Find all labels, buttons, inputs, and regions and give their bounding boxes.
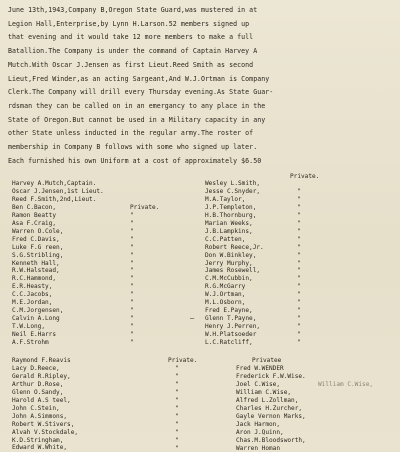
member-name: Raymond F.Reavis [12, 357, 71, 364]
member-rank: William C.Wise, [318, 380, 374, 388]
member-rank: " [297, 203, 301, 211]
member-name: Asa F.Craig, [12, 219, 57, 227]
member-name: Chas.M.Bloodsworth, [236, 436, 306, 444]
member-name: K.D.Stringham, [12, 436, 64, 444]
column-header-private: Private. [290, 173, 320, 180]
member-name: H.B.Thornburg, [205, 211, 257, 219]
roster-entry [12, 275, 192, 283]
member-rank: " [130, 227, 134, 235]
member-name: Ben C.Bacon, [12, 203, 57, 211]
member-rank: " [297, 331, 301, 339]
ditto-mark: " [175, 404, 179, 412]
member-rank: " [297, 307, 301, 315]
member-name: Don W.Binkley, [205, 251, 257, 259]
ditto-mark: " [175, 396, 179, 404]
member-name: J.P.Templeton, [205, 203, 257, 211]
roster-entry [205, 180, 395, 188]
roster-entry [205, 275, 395, 283]
roster-entry [236, 413, 396, 421]
ditto-mark: " [175, 436, 179, 444]
member-rank: " [297, 283, 301, 291]
ditto-mark: " [175, 380, 179, 388]
member-name: W.J.Ortman, [205, 291, 246, 299]
roster-entry [205, 212, 395, 220]
member-name: Fred W.WENDER [236, 365, 284, 372]
dash-mark: — [190, 314, 195, 322]
member-name: R.C.Hammond, [12, 275, 57, 283]
member-rank: " [130, 307, 134, 315]
member-rank: " [130, 291, 134, 299]
intro-line: Mutch.With Oscar J.Jensen as first Lieut.Reed Smith as second [8, 60, 254, 69]
roster-entry [236, 429, 396, 437]
intro-line: Legion Hall,Enterprise,by Lynn H.Larson.52 members signed up [8, 19, 250, 28]
member-name: Charles H.Zurcher, [236, 404, 303, 412]
roster-entry [205, 339, 395, 347]
member-rank: " [130, 243, 134, 251]
ditto-mark: " [175, 372, 179, 380]
member-name: Alvah V.Stockdale, [12, 428, 79, 436]
ditto-mark: " [175, 420, 179, 428]
member-rank: " [130, 275, 134, 283]
member-rank: " [130, 259, 134, 267]
member-name: Warren O.Cole, [12, 227, 64, 235]
member-rank: " [297, 243, 301, 251]
member-name: Calvin A.Long [12, 315, 60, 323]
member-name: James Rosewell, [205, 267, 261, 275]
roster-entry [205, 323, 395, 331]
intro-line: Batallion.The Company is under the command of Captain Harvey A [8, 47, 258, 56]
ditto-mark: " [175, 428, 179, 436]
roster-entry [12, 405, 142, 413]
roster-entry [12, 188, 192, 196]
roster-entry [205, 299, 395, 307]
member-name: Robert W.Stivers, [12, 420, 75, 428]
roster-entry [12, 252, 192, 260]
intro-line: membership in Company B follows with some who signed up later. [8, 143, 258, 152]
ditto-mark: " [175, 365, 179, 372]
intro-line: that evening and it would take 12 more members to make a full [8, 33, 254, 42]
intro-paragraph [8, 4, 394, 168]
member-name: Jesse C.Snyder, [205, 187, 261, 195]
roster-entry [12, 204, 192, 212]
member-rank: " [297, 187, 301, 195]
member-rank: " [130, 219, 134, 227]
roster-column-left [12, 357, 142, 452]
member-name: Marian Weeks, [205, 219, 253, 227]
member-name: Alfred L.Zollman, [236, 396, 299, 404]
member-name: E.R.Heasty, [12, 283, 53, 291]
member-rank: " [297, 323, 301, 331]
roster-entry [205, 331, 395, 339]
member-name: Robert Reece,Jr. [205, 243, 264, 251]
roster-entry [12, 228, 192, 236]
roster-entry [12, 323, 192, 331]
member-name: Gerald R.Ripley, [12, 372, 71, 380]
roster-entry [12, 389, 142, 397]
roster-entry [12, 180, 192, 188]
member-rank: " [297, 235, 301, 243]
member-rank: " [130, 235, 134, 243]
member-name: R.W.Halstead, [12, 267, 60, 275]
roster-entry [12, 260, 192, 268]
member-rank: " [130, 211, 134, 219]
member-rank: " [130, 315, 134, 323]
intro-line: June 13th,1943,Company B,Oregon State Guard,was mustered in at [8, 6, 258, 14]
member-rank: " [297, 211, 301, 219]
roster-entry [205, 196, 395, 204]
roster-entry [12, 444, 142, 452]
member-name: C.C.Patten, [205, 235, 246, 243]
member-name: Frederick F.W.Wise. [236, 372, 306, 380]
roster-entry [12, 331, 192, 339]
roster-entry [12, 421, 142, 429]
roster-column-right [236, 365, 396, 452]
roster-entry [12, 373, 142, 381]
member-name: Oscar J.Jensen,1st Lieut. [12, 187, 104, 195]
member-rank: " [297, 259, 301, 267]
roster-entry [236, 389, 396, 397]
roster-lower [0, 357, 400, 452]
roster-entry [12, 357, 142, 365]
member-rank: " [130, 283, 134, 291]
roster-entry [236, 437, 396, 445]
roster-entry [205, 228, 395, 236]
roster-entry [12, 236, 192, 244]
roster-entry [205, 260, 395, 268]
member-rank: " [130, 299, 134, 307]
intro-line: rdsman they can be called on in an emergancy to any place in the [8, 101, 266, 110]
roster-entry [205, 283, 395, 291]
member-name: C.M.Jorgensen, [12, 307, 64, 315]
member-name: John A.Simmons, [12, 412, 68, 420]
member-name: Reed F.Smith,2nd,Lieut. [12, 195, 97, 203]
member-name: M.E.Jordan, [12, 299, 53, 307]
roster-entry [12, 196, 192, 204]
roster-entry [205, 267, 395, 275]
member-rank: " [297, 275, 301, 283]
roster-entry [236, 373, 396, 381]
member-name: C.M.McCubbin, [205, 275, 253, 283]
member-name: S.G.Stribling, [12, 251, 64, 259]
member-name: L.C.Ratcliff, [205, 339, 253, 347]
member-rank: " [297, 291, 301, 299]
member-name: Fred E.Payne, [205, 307, 253, 315]
intro-line: other State unless inducted in the regular army.The roster of [8, 129, 254, 138]
roster-entry [12, 397, 142, 405]
roster-entry [236, 445, 396, 452]
roster-entry [205, 307, 395, 315]
member-rank: " [130, 339, 134, 347]
ditto-mark: " [175, 412, 179, 420]
member-rank: " [297, 227, 301, 235]
member-name: Fred C.Davis, [12, 235, 60, 243]
member-rank: " [297, 219, 301, 227]
member-name: Edward W.White, [12, 444, 68, 452]
member-name: R.G.McGarry [205, 283, 246, 291]
column-header-private: Private. [168, 357, 198, 364]
member-name: Glenn T.Payne, [205, 315, 257, 323]
roster-entry [236, 365, 396, 373]
roster-entry [12, 339, 192, 347]
roster-entry [12, 291, 192, 299]
member-rank: " [297, 251, 301, 259]
member-name: Glenn O.Sandy, [12, 388, 64, 396]
member-name: Jack Harmon, [236, 420, 281, 428]
roster-entry [12, 429, 142, 437]
roster-entry [205, 291, 395, 299]
member-rank: " [130, 331, 134, 339]
roster-entry [12, 212, 192, 220]
roster-entry [12, 413, 142, 421]
roster-entry [12, 314, 195, 323]
member-name: John C.Stein, [12, 404, 60, 412]
roster-entry [205, 315, 395, 323]
member-name: Warren Homan [236, 444, 281, 452]
roster-entry [12, 307, 192, 315]
member-rank: Private. [130, 203, 160, 211]
ditto-mark: " [175, 444, 179, 452]
roster-entry [12, 220, 192, 228]
roster-entry [12, 244, 192, 252]
member-rank: " [130, 267, 134, 275]
member-rank: " [130, 323, 134, 331]
member-name: Aron J.Quinn, [236, 428, 284, 436]
member-name: Kenneth Hall, [12, 259, 60, 267]
member-name: M.L.Osborn, [205, 299, 246, 307]
column-header-privatee: Privatee [252, 357, 282, 364]
member-rank: " [297, 195, 301, 203]
member-name: Henry J.Perren, [205, 323, 261, 331]
member-name: C.C.Jacobs, [12, 291, 53, 299]
member-name: A.F.Strohm [12, 339, 49, 347]
roster-entry [205, 204, 395, 212]
roster-entry [205, 188, 395, 196]
member-name: Arthur D.Rose, [12, 380, 64, 388]
member-rank: " [130, 251, 134, 259]
member-name: Ramon Beatty [12, 211, 57, 219]
member-rank: " [297, 299, 301, 307]
member-name: Harold A.S teel, [12, 396, 71, 404]
roster-entry [12, 267, 192, 275]
roster-entry [205, 220, 395, 228]
member-name: Lacy D.Reece, [12, 364, 60, 372]
member-name: W.H.Platsoeder [205, 331, 257, 339]
member-name: T.W.Long, [12, 323, 46, 331]
member-name: Neil E.Harrs [12, 331, 57, 339]
member-rank: " [297, 315, 301, 323]
roster-entry [205, 244, 395, 252]
intro-line: Each furnished his own Uniform at a cost of approximately $6.50 [8, 156, 262, 165]
member-name: J.B.Lampkins, [205, 227, 253, 235]
intro-line: State of Oregon.But cannot be used in a Military capacity in any [8, 115, 266, 124]
roster-entry [12, 437, 142, 445]
roster-entry [205, 252, 395, 260]
roster-entry [236, 421, 396, 429]
roster-column-left [12, 180, 195, 347]
roster-column-marks [175, 365, 205, 452]
member-rank: " [297, 267, 301, 275]
roster-entry [12, 299, 192, 307]
intro-line: Lieut,Fred Winder,as an acting Sargeant,And W.J.Ortman is Company [8, 74, 270, 83]
member-name: Luke F.G reen, [12, 243, 64, 251]
roster-entry [236, 397, 396, 405]
member-rank: " [297, 339, 301, 347]
roster-entry [236, 381, 396, 389]
roster-entry [12, 381, 142, 389]
member-name: M.A.Taylor, [205, 195, 246, 203]
roster-upper [0, 173, 400, 350]
member-name: Joel C.Wise, [236, 380, 281, 388]
ditto-mark: " [175, 388, 179, 396]
member-name: William C.Wise, [236, 388, 292, 396]
member-name: Jerry Murphy, [205, 259, 253, 267]
roster-entry [12, 365, 142, 373]
roster-entry [12, 283, 192, 291]
roster-entry [236, 405, 396, 413]
member-name: Gayle Vernon Marks, [236, 412, 306, 420]
intro-line: Clerk.The Company will drill every Thursday evening.As State Guar- [8, 88, 274, 97]
roster-column-right [205, 180, 395, 347]
roster-entry [205, 236, 395, 244]
member-name: Wesley L.Smith, [205, 180, 261, 187]
member-name: Harvey A.Mutch,Captain. [12, 180, 97, 187]
